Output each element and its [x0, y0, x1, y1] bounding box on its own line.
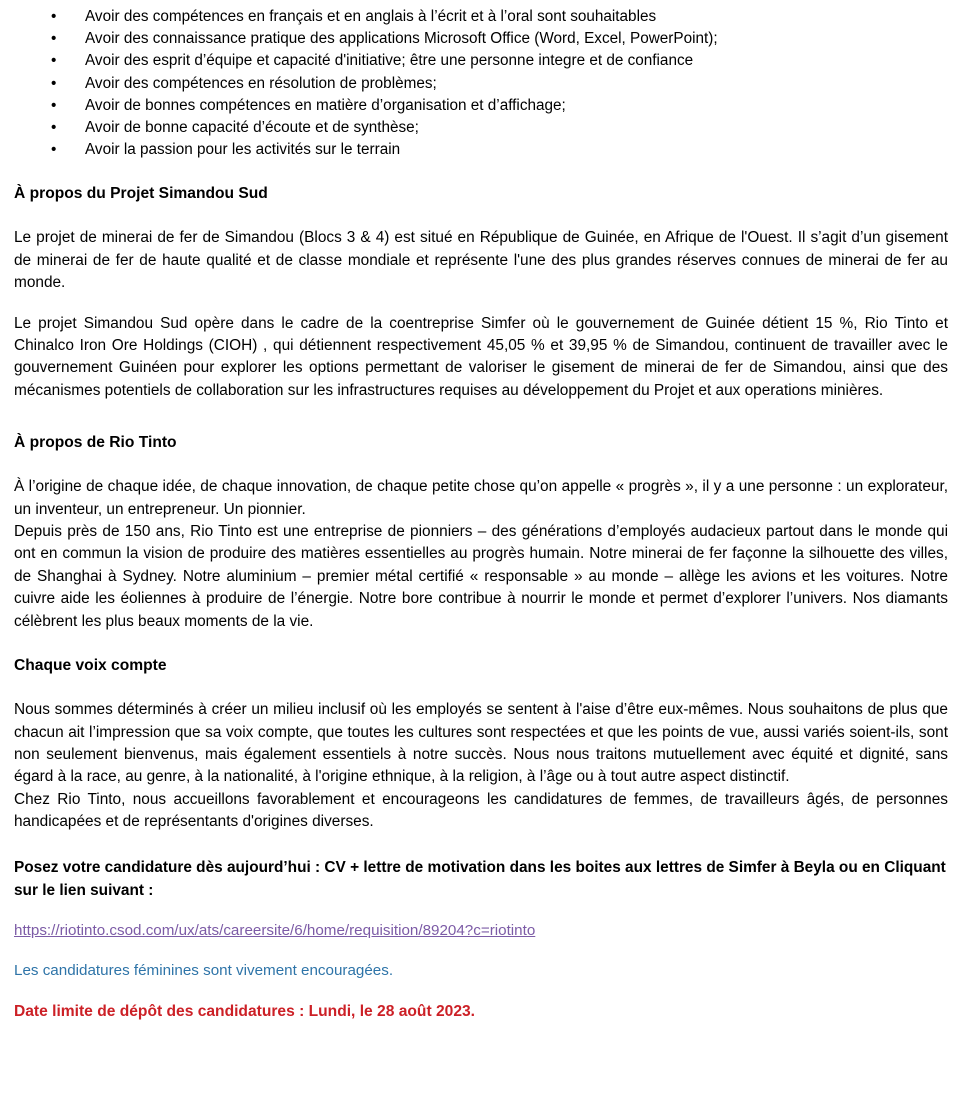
every-voice-paragraph-2: Chez Rio Tinto, nous accueillons favorablement et encourageons les candidatures de femmes, de travailleurs âgés, de personnes handicapées et de représentants d'origines diverses. [14, 790, 948, 831]
list-item [0, 6, 960, 28]
section-heading-every-voice: Chaque voix compte [14, 657, 167, 675]
bullet-icon: • [51, 30, 57, 48]
bullet-icon: • [51, 96, 57, 114]
spacer [0, 982, 960, 1000]
list-item [0, 50, 960, 72]
list-item [0, 117, 960, 139]
section-heading-about-project: À propos du Projet Simandou Sud [14, 185, 268, 203]
bullet-icon: • [51, 141, 57, 159]
list-item-text: Avoir de bonnes compétences en matière d’organisation et d’affichage; [85, 96, 566, 114]
spacer [0, 834, 960, 856]
bullet-icon: • [51, 52, 57, 70]
about-rio-tinto-paragraph-2: Depuis près de 150 ans, Rio Tinto est une entreprise de pionniers – des générations d’employés audacieux partout dans le monde qui ont en commun la vision de produire des matières essentielles au progrès humain. Notre minerai de fer façonne la silhouette des villes, de Shanghai à Sydney. Notre aluminium – premier métal certifié « responsable » au monde – allège les avions et les voitures. Notre cuivre aide les éoliennes à produire de l’énergie. Notre bore contribue à nourrir le monde et permet d’explorer l’univers. Nos diamants célèbrent les plus beaux moments de la vie. [14, 523, 948, 630]
bullet-icon: • [51, 8, 57, 25]
spacer [0, 633, 960, 655]
spacer [0, 161, 960, 183]
apply-link-row [0, 920, 960, 942]
list-item [0, 95, 960, 117]
spacer [0, 402, 960, 432]
about-rio-tinto-paragraph-1: À l’origine de chaque idée, de chaque innovation, de chaque petite chose qu’on appelle « progrès », il y a une personne : un explorateur, un inventeur, un entrepreneur. Un pionnier. [14, 478, 948, 518]
spacer [0, 942, 960, 960]
spacer [0, 677, 960, 699]
section-heading-about-rio-tinto: À propos de Rio Tinto [14, 434, 177, 452]
list-item [0, 139, 960, 161]
list-item-text: Avoir de bonne capacité d’écoute et de synthèse; [85, 119, 419, 137]
every-voice-paragraph-1: Nous sommes déterminés à créer un milieu inclusif où les employés se sentent à l'aise d’être eux-mêmes. Nous souhaitons de plus que chacun ait l’impression que sa voix compte, que toutes les cultures sont respectées et que les points de vue, aussi variés soient-ils, sont non seulement bienvenus, mais également essentiels à notre succès. Nous nous traitons mutuellement avec équité et dignité, sans égard à la race, au genre, à la nationalité, à l'origine ethnique, à la religion, à l’âge ou à tout autre aspect distinctif. [14, 701, 948, 786]
list-item [0, 73, 960, 95]
list-item-text: Avoir des compétences en français et en anglais à l’écrit et à l’oral sont souhaitables [85, 8, 657, 25]
about-project-paragraph-1: Le projet de minerai de fer de Simandou (Blocs 3 & 4) est situé en République de Guinée, en Afrique de l'Ouest. Il s’agit d’un gisement de minerai de fer de haute qualité et de classe mondiale et représente l'une des plus grandes réserves connues de minerai de fer au monde. [14, 229, 948, 292]
spacer [0, 454, 960, 476]
apply-link[interactable]: https://riotinto.csod.com/ux/ats/careersite/6/home/requisition/89204?c=riotinto [14, 921, 536, 939]
female-applicants-notice: Les candidatures féminines sont vivement encouragées. [14, 961, 394, 979]
list-item-text: Avoir des esprit d’équipe et capacité d'initiative; être une personne integre et de confiance [85, 52, 694, 70]
list-item [0, 28, 960, 50]
list-item-text: Avoir la passion pour les activités sur le terrain [85, 141, 401, 159]
spacer [0, 205, 960, 227]
bullet-icon: • [51, 119, 57, 137]
list-item-text: Avoir des compétences en résolution de problèmes; [85, 74, 437, 92]
spacer [0, 295, 960, 313]
call-to-action-text: Posez votre candidature dès aujourd’hui : CV + lettre de motivation dans les boites aux lettres de Simfer à Beyla ou en Cliquant sur le lien suivant : [14, 858, 946, 899]
list-item-text: Avoir des connaissance pratique des applications Microsoft Office (Word, Excel, PowerPoint); [85, 30, 718, 48]
requirements-list [0, 0, 960, 161]
about-project-paragraph-2: Le projet Simandou Sud opère dans le cadre de la coentreprise Simfer où le gouvernement de Guinée détient 15 %, Rio Tinto et Chinalco Iron Ore Holdings (CIOH) , qui détiennent respectivement 45,05 % et 39,95 % de Simandou, continuent de travailler avec le gouvernement Guinéen pour explorer les options permettant de valoriser le gisement de minerai de fer de Simandou, ainsi que des mécanismes potentiels de collaboration sur les infrastructures requises au développement du Projet et aux operations minières. [14, 314, 948, 399]
spacer [0, 902, 960, 920]
bullet-icon: • [51, 74, 57, 92]
application-deadline-notice: Date limite de dépôt des candidatures : Lundi, le 28 août 2023. [14, 1002, 475, 1020]
